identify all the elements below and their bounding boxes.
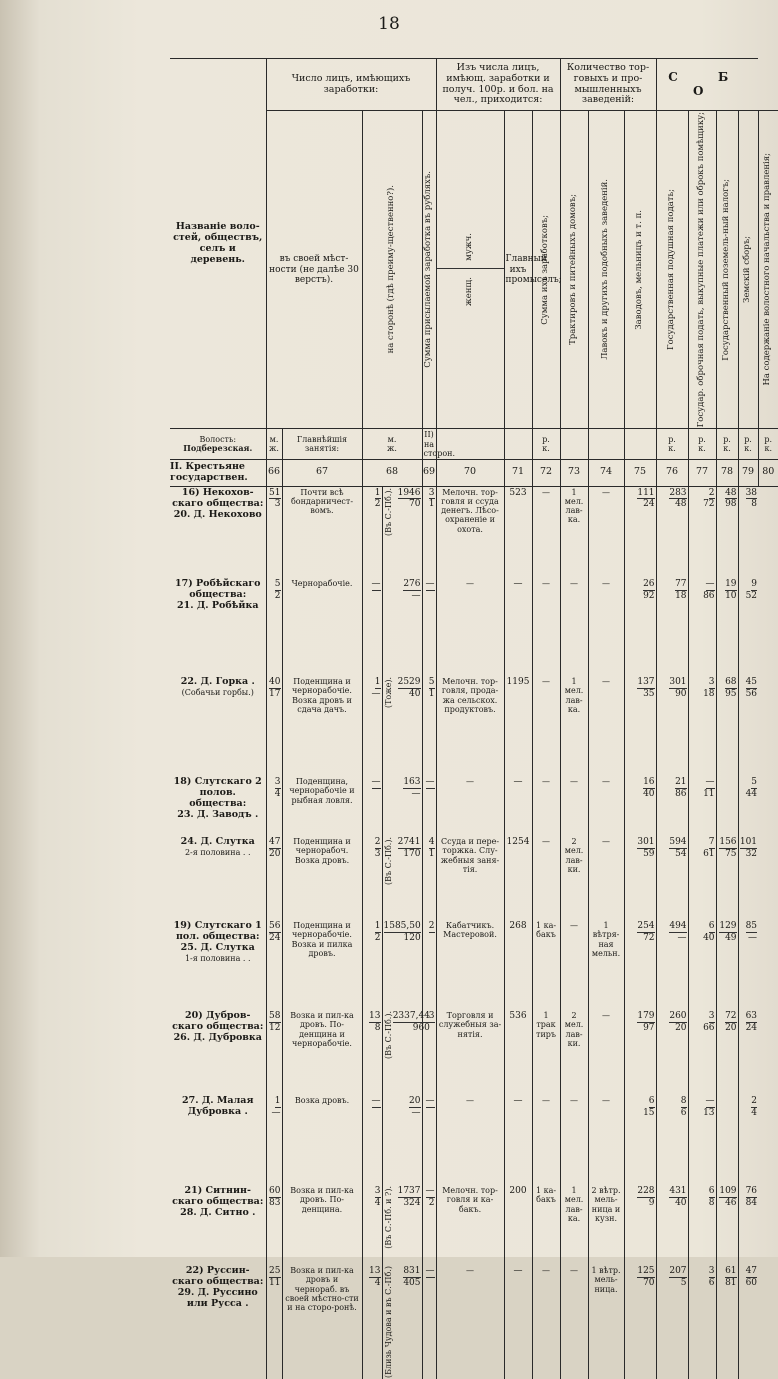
volost-upkeep-value: 9 52 xyxy=(738,578,758,676)
row-name-cell xyxy=(170,676,266,776)
local-count: 51 3 xyxy=(266,486,282,578)
unit-67: Главнѣйшія занятія: xyxy=(282,429,362,460)
colnum-75: 75 xyxy=(624,459,656,486)
main-trade: — xyxy=(436,1095,504,1185)
main-trade: Мелочн. тор-говля и ссуда денегъ. Лѣсо-охраненіе и охота. xyxy=(436,486,504,578)
side-count-note: (Близь Чудова и въ С.-Пб.) $\frac{831}{405}$ xyxy=(383,1266,421,1379)
shops-count: — xyxy=(560,1095,588,1185)
mills-count: 2 вѣтр. мель-ница и кузн. xyxy=(588,1185,624,1265)
side-count-note: $\frac{276}{—}$ xyxy=(382,578,422,676)
colnum-72: 72 xyxy=(532,459,560,486)
shops-count: — xyxy=(560,578,588,676)
village-name: 23. Д. Заводъ . xyxy=(177,809,259,821)
header-zemsky: Земскій сборъ; xyxy=(742,236,753,304)
header-shops: Лавокъ и другихъ подобныхъ заведеній. xyxy=(600,179,611,360)
unit-69: II) на сторон. xyxy=(423,430,456,458)
row-name-cell xyxy=(170,920,266,1010)
society-name: 17) Робѣйскаго общества: xyxy=(174,578,261,601)
state-tax-value: 228 9 xyxy=(624,1185,656,1265)
income-count: 3 1 xyxy=(422,486,436,578)
state-tax-value: 137 35 xyxy=(624,676,656,776)
shops-count: — xyxy=(560,1265,588,1379)
obrok-value: 8 6 xyxy=(656,1095,688,1185)
side-count: 1 2 xyxy=(362,920,382,1010)
unit-79: р. к. xyxy=(738,429,758,460)
main-trade: Мелочн. тор-говля и ка-бакъ. xyxy=(436,1185,504,1265)
main-occupation: Почти всѣ бондарничест-вомъ. xyxy=(282,486,362,578)
land-tax-value: 3 66 xyxy=(688,1010,716,1095)
earnings-sum: — xyxy=(504,1095,532,1185)
header-male: мужч. xyxy=(464,232,475,261)
local-count: 25 11 xyxy=(266,1265,282,1379)
local-count: 5 2 xyxy=(266,578,282,676)
village-name: 28. Д. Ситно . xyxy=(180,1207,256,1219)
village-subname: (Собачьи горбы.) xyxy=(181,688,254,698)
inns-count: 1 ка-бакъ xyxy=(532,920,560,1010)
earnings-sum: 1195 xyxy=(504,676,532,776)
state-tax-value: 16 40 xyxy=(624,776,656,836)
shops-count: 1 мел. лав-ка. xyxy=(560,1185,588,1265)
table-header xyxy=(170,59,778,487)
local-count: 60 83 xyxy=(266,1185,282,1265)
unit-72: р. к. xyxy=(532,429,560,460)
mills-count: — xyxy=(588,1010,624,1095)
header-name-column: Названіе воло-стей, обществъ, селъ и деревень. xyxy=(170,59,266,429)
colnum-66: 66 xyxy=(266,459,282,486)
village-name: 25. Д. Слутка xyxy=(180,942,255,954)
volost-upkeep-value: 63 24 xyxy=(738,1010,758,1095)
state-tax-value: 125 70 xyxy=(624,1265,656,1379)
income-count: 2 xyxy=(422,920,436,1010)
volost-label: Волость: Подберезская. xyxy=(170,429,266,460)
zemsky-value: 129 49 xyxy=(716,920,738,1010)
inns-count: — xyxy=(532,1095,560,1185)
main-occupation: Поденщина и чернорабоч. Возка дровъ. xyxy=(282,836,362,920)
shops-count: 2 мел. лав-ки. xyxy=(560,1010,588,1095)
local-count: 56 24 xyxy=(266,920,282,1010)
side-count: 1 — xyxy=(362,676,382,776)
shops-count: — xyxy=(560,776,588,836)
colnum-67: 67 xyxy=(282,459,362,486)
earnings-sum: — xyxy=(504,776,532,836)
colnum-76: 76 xyxy=(656,459,688,486)
side-count: 13 8 xyxy=(362,1010,382,1095)
local-count: 47 20 xyxy=(266,836,282,920)
table-row xyxy=(170,676,778,776)
land-tax-value: 6 8 xyxy=(688,1185,716,1265)
colnum-70: 70 xyxy=(436,459,504,486)
main-occupation: Чернорабочіе. xyxy=(282,578,362,676)
society-name: 19) Слутскаго 1 пол. общества: xyxy=(173,920,262,943)
zemsky-value: 109 46 xyxy=(716,1185,738,1265)
obrok-value: 431 40 xyxy=(656,1185,688,1265)
zemsky-value xyxy=(716,776,738,836)
colnum-69: 69 xyxy=(422,459,436,486)
main-trade: — xyxy=(436,578,504,676)
colnum-74: 74 xyxy=(588,459,624,486)
inns-count: — xyxy=(532,836,560,920)
mills-count: 1 вѣтр. мель-ница. xyxy=(588,1265,624,1379)
society-name: 16) Некохов-скаго общества: xyxy=(172,486,264,509)
village-name: 21. Д. Робѣйка xyxy=(177,600,259,612)
header-main-trade: Главный ихъ промыселъ; xyxy=(504,111,532,429)
mills-count: — xyxy=(588,486,624,578)
side-count-note: (Тоже). $\frac{2529}{40}$ xyxy=(382,676,422,776)
mills-count: — xyxy=(588,1095,624,1185)
side-destination: (Въ С.-Пб.). xyxy=(383,487,393,536)
income-count: — xyxy=(422,776,436,836)
state-tax-value: 26 92 xyxy=(624,578,656,676)
land-tax-value: — 11 xyxy=(688,776,716,836)
zemsky-value: 72 20 xyxy=(716,1010,738,1095)
side-count: 2 3 xyxy=(362,836,382,920)
land-tax-value: 7 61 xyxy=(688,836,716,920)
local-count: 58 12 xyxy=(266,1010,282,1095)
table-row xyxy=(170,1265,778,1379)
zemsky-value: 61 81 xyxy=(716,1265,738,1379)
income-count: 3 xyxy=(422,1010,436,1095)
earnings-sum: 200 xyxy=(504,1185,532,1265)
main-occupation: Возка и пил-ка дровъ. По-денщина. xyxy=(282,1185,362,1265)
income-count: — xyxy=(422,578,436,676)
earnings-sum: — xyxy=(504,1265,532,1379)
table-row xyxy=(170,1185,778,1265)
page-number: 18 xyxy=(378,14,400,34)
side-count: — xyxy=(362,1095,382,1185)
volost-upkeep-value: 76 84 xyxy=(738,1185,758,1265)
side-count-note: $\frac{163}{—}$ xyxy=(382,776,422,836)
mills-count: 1 вѣтря-ная мельн. xyxy=(588,920,624,1010)
side-count-note: $\frac{1585,50}{120}$ xyxy=(382,920,422,1010)
statistics-table xyxy=(170,58,778,1379)
side-destination: (Тоже). xyxy=(383,677,393,709)
zemsky-value: 68 95 xyxy=(716,676,738,776)
section-title: II. Крестьяне государствен. xyxy=(170,459,266,486)
inns-count: — xyxy=(532,776,560,836)
main-occupation: Возка и пил-ка дровъ. По-денщина и чернорабочіе. xyxy=(282,1010,362,1095)
main-trade: Кабатчикъ. Мастеровой. xyxy=(436,920,504,1010)
village-name: 22. Д. Горка . xyxy=(180,676,255,688)
side-destination: (Въ С.-Пб.). xyxy=(383,1011,393,1060)
table-row xyxy=(170,920,778,1010)
header-obrok: Государ. оброчная подать, выкупные платежи или оброкъ помѣщику; xyxy=(696,112,707,428)
unit-66: м. ж. xyxy=(266,429,282,460)
side-count-note: $\frac{20}{—}$ xyxy=(382,1095,422,1185)
volost-upkeep-value: 47 60 xyxy=(738,1265,758,1379)
volost-upkeep-value: 2 4 xyxy=(738,1095,758,1185)
header-female: женщ. xyxy=(464,277,475,307)
table-row xyxy=(170,776,778,836)
table-row xyxy=(170,1095,778,1185)
earnings-sum: 536 xyxy=(504,1010,532,1095)
colnum-77: 77 xyxy=(688,459,716,486)
header-sum-side: Сумма присылаемой заработка въ рубляхъ. xyxy=(423,171,434,369)
land-tax-value: 6 40 xyxy=(688,920,716,1010)
side-count-note: (Въ С.-Пб.). $\frac{2741}{170}$ xyxy=(382,836,422,920)
side-destination: (Въ С.-Пб.). xyxy=(383,837,393,886)
row-name-cell xyxy=(170,1010,266,1095)
main-occupation: Поденщина и чернорабочіе. Возка дровъ и сдача дачъ. xyxy=(282,676,362,776)
village-name: 26. Д. Дубровка xyxy=(173,1032,262,1044)
inns-count: 1 трак тиръ xyxy=(532,1010,560,1095)
unit-68: м. ж. xyxy=(362,429,422,460)
volost-upkeep-value: 5 44 xyxy=(738,776,758,836)
zemsky-value xyxy=(716,1095,738,1185)
side-count-note: (Въ С.-Пб.). $\frac{2337,44}{960}$ xyxy=(382,1010,422,1095)
shops-count: — xyxy=(560,920,588,1010)
earnings-sum: 523 xyxy=(504,486,532,578)
shops-count: 2 мел. лав-ки. xyxy=(560,836,588,920)
income-count: 4 1 xyxy=(422,836,436,920)
table-body xyxy=(170,486,778,1379)
row-name-cell xyxy=(170,776,266,836)
obrok-value: 77 18 xyxy=(656,578,688,676)
income-count: — 2 xyxy=(422,1185,436,1265)
state-tax-value: 111 24 xyxy=(624,486,656,578)
side-count: 3 4 xyxy=(362,1185,382,1265)
obrok-value: 21 86 xyxy=(656,776,688,836)
zemsky-value: 48 98 xyxy=(716,486,738,578)
header-land-tax: Государственный поземель-ный налогъ; xyxy=(721,178,732,361)
local-count: 3 4 xyxy=(266,776,282,836)
land-tax-value: 3 6 xyxy=(688,1265,716,1379)
colnum-73: 73 xyxy=(560,459,588,486)
zemsky-value: 19 10 xyxy=(716,578,738,676)
header-income-group: Изъ числа лицъ, имѣющ. заработки и получ. 100р. и бол. на чел., приходится: xyxy=(436,59,560,111)
side-destination: (Въ С.-Пб. и ?). xyxy=(383,1186,393,1249)
village-name: 29. Д. Руссино или Русса . xyxy=(177,1287,258,1310)
unit-80: р. к. xyxy=(758,429,778,460)
main-occupation: Возка дровъ. xyxy=(282,1095,362,1185)
main-occupation: Поденщина, чернорабочіе и рыбная ловля. xyxy=(282,776,362,836)
obrok-value: 260 20 xyxy=(656,1010,688,1095)
side-count: — xyxy=(362,578,382,676)
side-count: — xyxy=(362,776,382,836)
header-side: на сторонѣ (гдѣ преиму-щественно?). xyxy=(386,185,397,354)
mills-count: — xyxy=(588,836,624,920)
village-subname: 1-я половина . . xyxy=(184,954,251,964)
row-name-cell xyxy=(170,578,266,676)
land-tax-value: — 13 xyxy=(688,1095,716,1185)
unit-76: р. к. xyxy=(656,429,688,460)
main-trade: Мелочн. тор-говля, прода-жа сельскох. продуктовъ. xyxy=(436,676,504,776)
row-name-cell xyxy=(170,486,266,578)
inns-count: — xyxy=(532,486,560,578)
header-mills: Заводовъ, мельницъ и т. п. xyxy=(634,209,645,330)
land-tax-value: 2 72 xyxy=(688,486,716,578)
society-name: 18) Слутскаго 2 полов. общества: xyxy=(173,776,262,810)
income-count: — xyxy=(422,1095,436,1185)
header-inns: Трактировъ и питейныхъ домовъ; xyxy=(568,194,579,346)
shops-count: 1 мел. лав-ка. xyxy=(560,676,588,776)
header-sum-earnings: Сумма ихъ заработковъ; xyxy=(540,214,551,325)
header-state-tax: Государственная подушная подать; xyxy=(666,189,677,351)
shops-count: 1 мел. лав-ка. xyxy=(560,486,588,578)
row-name-cell xyxy=(170,1185,266,1265)
mills-count: — xyxy=(588,776,624,836)
local-count: 40 17 xyxy=(266,676,282,776)
mills-count: — xyxy=(588,676,624,776)
main-trade: Ссуда и пере-торжка. Слу-жебныя заня-тія. xyxy=(436,836,504,920)
society-name: 20) Дубров-скаго общества: xyxy=(172,1010,264,1033)
inns-count: — xyxy=(532,1265,560,1379)
main-trade: Торговля и служебныя за-нятія. xyxy=(436,1010,504,1095)
volost-upkeep-value: 38 8 xyxy=(738,486,758,578)
row-name-cell xyxy=(170,1265,266,1379)
colnum-78: 78 xyxy=(716,459,738,486)
row-name-cell xyxy=(170,1095,266,1185)
main-occupation: Поденщина и чернорабочіе. Возка и пилка дровъ. xyxy=(282,920,362,1010)
obrok-value: 207 5 xyxy=(656,1265,688,1379)
unit-77: р. к. xyxy=(688,429,716,460)
side-destination: (Близь Чудова и въ С.-Пб.) xyxy=(383,1266,393,1379)
inns-count: 1 ка-бакъ xyxy=(532,1185,560,1265)
side-count: 1 2 xyxy=(362,486,382,578)
side-count-note: (Въ С.-Пб.). $\frac{1946}{70}$ xyxy=(382,486,422,578)
inns-count: — xyxy=(532,578,560,676)
society-name: 21) Ситнин-скаго общества: xyxy=(172,1185,264,1208)
unit-78: р. к. xyxy=(716,429,738,460)
colnum-71: 71 xyxy=(504,459,532,486)
land-tax-value: — 86 xyxy=(688,578,716,676)
zemsky-value: 156 75 xyxy=(716,836,738,920)
colnum-80: 80 xyxy=(758,459,778,486)
table-row xyxy=(170,1010,778,1095)
state-tax-value: 301 59 xyxy=(624,836,656,920)
obrok-value: 594 54 xyxy=(656,836,688,920)
side-count: 13 4 xyxy=(362,1265,382,1379)
side-count-note: (Въ С.-Пб. и ?). $\frac{1737}{324}$ xyxy=(382,1185,422,1265)
main-trade: — xyxy=(436,776,504,836)
state-tax-value: 179 97 xyxy=(624,1010,656,1095)
header-local: въ своей мѣст-ности (не далѣе 30 верстъ). xyxy=(266,111,362,429)
earnings-sum: 1254 xyxy=(504,836,532,920)
village-name: 24. Д. Слутка xyxy=(180,836,255,848)
state-tax-value: 6 15 xyxy=(624,1095,656,1185)
local-count: 1 — xyxy=(266,1095,282,1185)
table-row xyxy=(170,486,778,578)
land-tax-value: 3 18 xyxy=(688,676,716,776)
main-occupation: Возка и пил-ка дровъ и чернораб. въ своей мѣстно-сти и на сторо-ронѣ. xyxy=(282,1265,362,1379)
earnings-sum: 268 xyxy=(504,920,532,1010)
society-name: 22) Руссин-скаго общества: xyxy=(172,1265,264,1288)
state-tax-value: 254 72 xyxy=(624,920,656,1010)
header-establishments-group: Количество тор-говыхъ и про-мышленныхъ заведеній: xyxy=(560,59,656,111)
table-row xyxy=(170,578,778,676)
income-count: — xyxy=(422,1265,436,1379)
table-row xyxy=(170,836,778,920)
obrok-value: 283 48 xyxy=(656,486,688,578)
obrok-value: 301 90 xyxy=(656,676,688,776)
colnum-68: 68 xyxy=(362,459,422,486)
header-persons-group: Число лицъ, имѣющихъ заработки: xyxy=(266,59,436,111)
inns-count: — xyxy=(532,676,560,776)
colnum-79: 79 xyxy=(738,459,758,486)
volost-upkeep-value: 45 56 xyxy=(738,676,758,776)
volost-upkeep-value: 101 32 xyxy=(738,836,758,920)
header-collections-group: С Б О xyxy=(656,59,758,111)
obrok-value: 494 — xyxy=(656,920,688,1010)
row-name-cell xyxy=(170,836,266,920)
income-count: 5 1 xyxy=(422,676,436,776)
village-name: 20. Д. Некохово xyxy=(173,508,262,520)
village-name: 27. Д. Малая Дубровка . xyxy=(182,1095,254,1118)
mills-count: — xyxy=(588,578,624,676)
earnings-sum: — xyxy=(504,578,532,676)
main-trade: — xyxy=(436,1265,504,1379)
volost-upkeep-value: 85 — xyxy=(738,920,758,1010)
village-subname: 2-я половина . . xyxy=(184,848,251,858)
header-volost-upkeep: На содержаніе волостного начальства и правленія; xyxy=(762,153,773,386)
